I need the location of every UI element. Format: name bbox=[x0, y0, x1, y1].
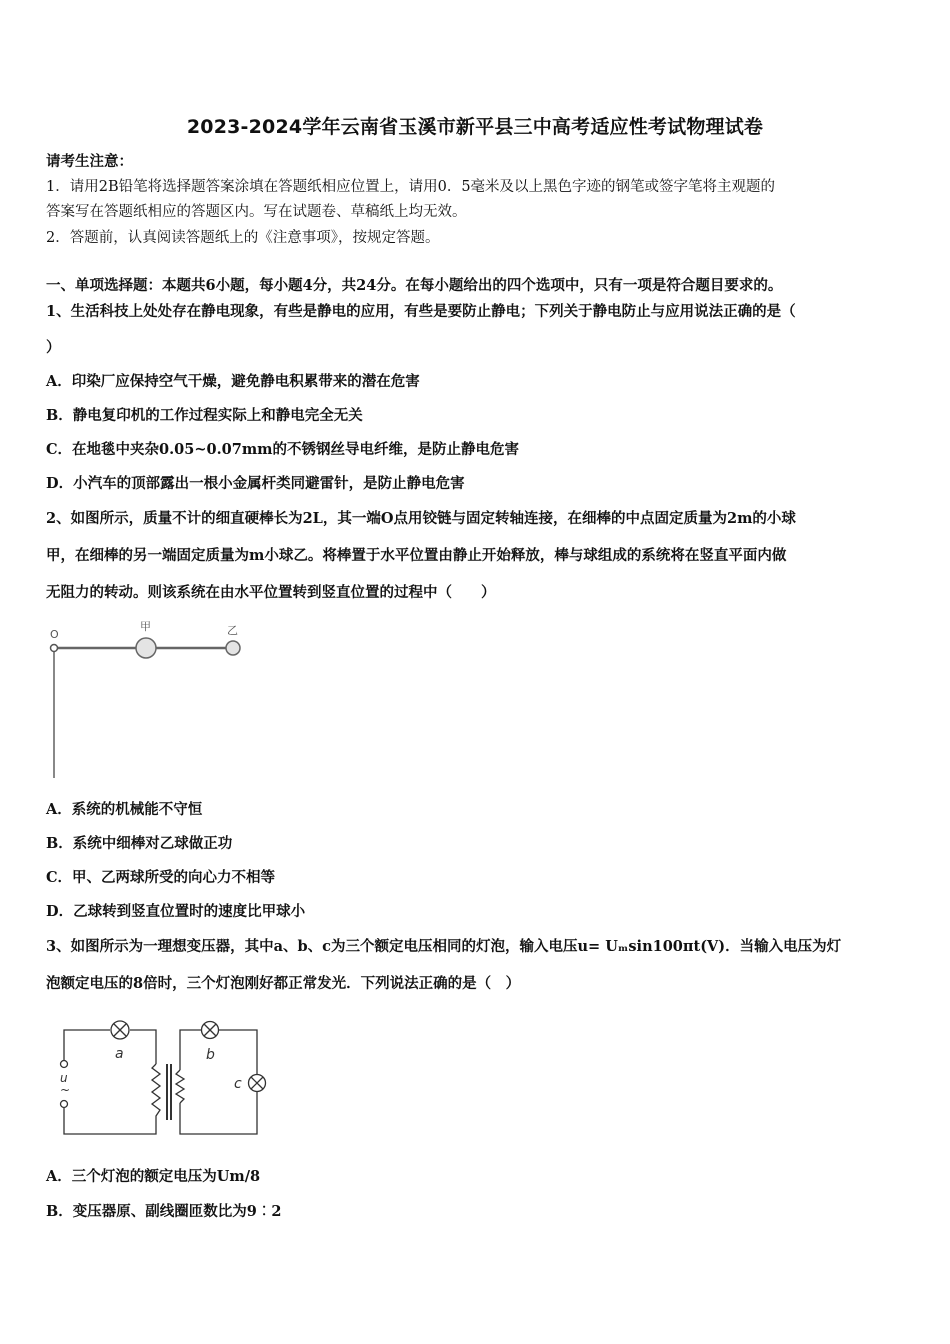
primary-bottom-wire bbox=[64, 1108, 156, 1134]
q2-stem-c: 无阻力的转动。则该系统在由水平位置转到竖直位置的过程中（ ） bbox=[46, 584, 496, 601]
q2-option-d: D．乙球转到竖直位置时的速度比甲球小 bbox=[46, 903, 306, 920]
label-jia: 甲 bbox=[140, 620, 151, 633]
q1-option-d: D．小汽车的顶部露出一根小金属杆类同避雷针，是防止静电危害 bbox=[46, 475, 465, 492]
q1-stem-a: 1、生活科技上处处存在静电现象，有些是静电的应用，有些是要防止静电；下列关于静电防止与应用说法正确的是（ bbox=[46, 303, 796, 320]
pivot-o bbox=[51, 645, 58, 652]
q3-stem-a: 3、如图所示为一理想变压器，其中a、b、c为三个额定电压相同的灯泡，输入电压u= Uₘsin100πt(V)．当输入电压为灯 bbox=[46, 938, 842, 955]
label-a: a bbox=[115, 1046, 124, 1062]
label-tilde: ~ bbox=[60, 1083, 71, 1097]
q1-option-a: A．印染厂应保持空气干燥，避免静电积累带来的潜在危害 bbox=[46, 373, 420, 390]
input-terminal-bottom bbox=[61, 1101, 68, 1108]
label-u: u bbox=[60, 1071, 68, 1085]
primary-top-right-wire bbox=[130, 1030, 156, 1064]
input-terminal-top bbox=[61, 1061, 68, 1068]
ball-jia bbox=[136, 638, 156, 658]
page-title: 2023-2024学年云南省玉溪市新平县三中高考适应性考试物理试卷 bbox=[186, 116, 764, 138]
secondary-bottom-wire bbox=[180, 1092, 257, 1134]
q3-option-a: A．三个灯泡的额定电压为Um/8 bbox=[46, 1168, 261, 1185]
q1-option-b: B．静电复印机的工作过程实际上和静电完全无关 bbox=[46, 407, 363, 424]
label-c: c bbox=[234, 1076, 242, 1092]
primary-coil bbox=[152, 1064, 160, 1120]
q2-option-b: B．系统中细棒对乙球做正功 bbox=[46, 835, 233, 852]
q1-option-c: C．在地毯中夹杂0.05~0.07mm的不锈钢丝导电纤维，是防止静电危害 bbox=[46, 441, 520, 458]
q2-stem-a: 2、如图所示，质量不计的细直硬棒长为2L，其一端O点用铰链与固定转轴连接，在细棒的中点固定质量为2m的小球 bbox=[46, 510, 796, 527]
q1-stem-b: ） bbox=[46, 339, 61, 356]
rod-figure bbox=[40, 614, 260, 784]
section-heading: 一、单项选择题：本题共6小题，每小题4分，共24分。在每小题给出的四个选项中，只有一项是符合题目要求的。 bbox=[46, 277, 783, 294]
notice-heading: 请考生注意： bbox=[46, 153, 133, 170]
secondary-top-right-wire bbox=[218, 1030, 257, 1074]
q3-stem-b: 泡额定电压的8倍时，三个灯泡刚好都正常发光．下列说法正确的是（ ） bbox=[46, 975, 521, 992]
transformer-figure bbox=[52, 1012, 282, 1147]
label-b: b bbox=[206, 1047, 215, 1063]
q2-option-a: A．系统的机械能不守恒 bbox=[46, 801, 203, 818]
secondary-coil bbox=[176, 1070, 184, 1103]
secondary-top-left-wire bbox=[180, 1030, 202, 1070]
label-o: O bbox=[50, 628, 59, 641]
ball-yi bbox=[226, 641, 240, 655]
label-yi: 乙 bbox=[227, 624, 238, 637]
q2-option-c: C．甲、乙两球所受的向心力不相等 bbox=[46, 869, 276, 886]
q2-stem-b: 甲，在细棒的另一端固定质量为m小球乙。将棒置于水平位置由静止开始释放，棒与球组成的系统将在竖直平面内做 bbox=[46, 547, 787, 564]
primary-top-left-wire bbox=[64, 1030, 110, 1060]
q3-option-b: B．变压器原、副线圈匝数比为9︰2 bbox=[46, 1203, 282, 1220]
notice-item-1a: 1．请用2B铅笔将选择题答案涂填在答题纸相应位置上，请用0．5毫米及以上黑色字迹的钢笔或签字笔将主观题的 bbox=[46, 179, 776, 195]
notice-item-1b: 答案写在答题纸相应的答题区内。写在试题卷、草稿纸上均无效。 bbox=[46, 204, 467, 220]
notice-item-2: 2．答题前，认真阅读答题纸上的《注意事项》，按规定答题。 bbox=[46, 230, 440, 246]
